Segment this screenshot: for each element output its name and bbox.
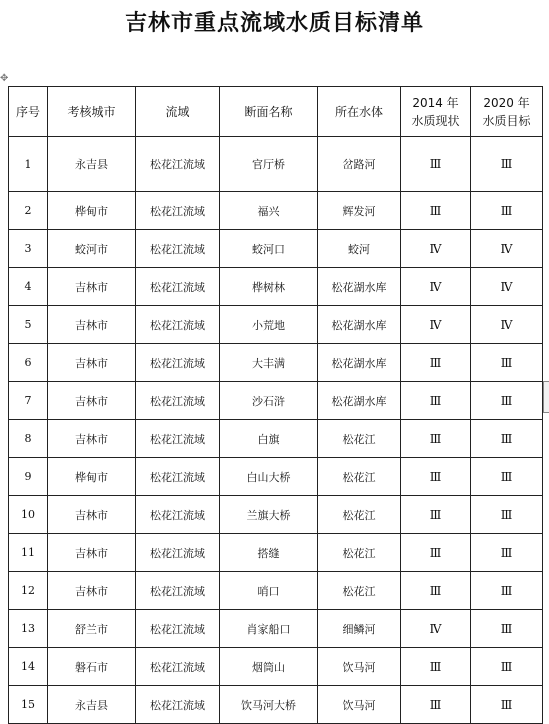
cell-target-2020: Ⅳ (471, 230, 543, 268)
cell-status-2014: Ⅲ (401, 382, 471, 420)
cell-city: 吉林市 (48, 268, 136, 306)
table-row (9, 420, 543, 458)
cell-basin: 松花江流域 (136, 572, 220, 610)
cell-target-2020: Ⅲ (471, 344, 543, 382)
cell-status-2014: Ⅲ (401, 534, 471, 572)
table-body (9, 137, 543, 724)
cell-status-2014: Ⅳ (401, 230, 471, 268)
cell-seq: 7 (9, 382, 48, 420)
cell-seq: 13 (9, 610, 48, 648)
cell-water-body: 松花江 (318, 458, 401, 496)
cell-status-2014: Ⅲ (401, 420, 471, 458)
cell-section: 白旗 (220, 420, 318, 458)
cell-status-2014: Ⅲ (401, 648, 471, 686)
table-row (9, 230, 543, 268)
cell-basin: 松花江流域 (136, 458, 220, 496)
header-basin: 流域 (136, 87, 220, 137)
cell-water-body: 辉发河 (318, 192, 401, 230)
cell-basin: 松花江流域 (136, 192, 220, 230)
cell-water-body: 松花湖水库 (318, 382, 401, 420)
cell-section: 桦树林 (220, 268, 318, 306)
cell-seq: 4 (9, 268, 48, 306)
header-status-2014 (401, 87, 471, 137)
cell-city: 吉林市 (48, 534, 136, 572)
cell-target-2020: Ⅳ (471, 306, 543, 344)
cell-water-body: 蛟河 (318, 230, 401, 268)
header-status-2014-year: 2014 年 (412, 95, 459, 110)
table-row (9, 496, 543, 534)
header-section-name: 断面名称 (220, 87, 318, 137)
cell-city: 吉林市 (48, 496, 136, 534)
header-city: 考核城市 (48, 87, 136, 137)
cell-seq: 6 (9, 344, 48, 382)
cell-section: 蛟河口 (220, 230, 318, 268)
water-quality-table (8, 86, 543, 724)
header-status-2014-label: 水质现状 (411, 113, 460, 128)
cell-water-body: 岔路河 (318, 137, 401, 192)
cell-target-2020: Ⅲ (471, 382, 543, 420)
cell-basin: 松花江流域 (136, 534, 220, 572)
table-row (9, 137, 543, 192)
table-row (9, 268, 543, 306)
cell-section: 饮马河大桥 (220, 686, 318, 724)
cell-seq: 5 (9, 306, 48, 344)
cell-section: 哨口 (220, 572, 318, 610)
cell-water-body: 松花江 (318, 496, 401, 534)
cell-water-body: 松花江 (318, 534, 401, 572)
cell-target-2020: Ⅲ (471, 572, 543, 610)
table-row (9, 610, 543, 648)
cell-city: 磐石市 (48, 648, 136, 686)
cell-water-body: 饮马河 (318, 686, 401, 724)
table-row (9, 686, 543, 724)
cell-seq: 3 (9, 230, 48, 268)
cell-water-body: 松花湖水库 (318, 306, 401, 344)
table-row (9, 534, 543, 572)
cell-seq: 8 (9, 420, 48, 458)
cell-city: 吉林市 (48, 382, 136, 420)
table-row (9, 344, 543, 382)
cell-target-2020: Ⅲ (471, 420, 543, 458)
cell-target-2020: Ⅲ (471, 610, 543, 648)
cell-basin: 松花江流域 (136, 420, 220, 458)
header-target-2020-label: 水质目标 (482, 113, 531, 128)
table-header-row (9, 87, 543, 137)
table-row (9, 572, 543, 610)
cell-seq: 14 (9, 648, 48, 686)
cell-status-2014: Ⅳ (401, 268, 471, 306)
cell-water-body: 松花湖水库 (318, 268, 401, 306)
cell-city: 吉林市 (48, 306, 136, 344)
cell-section: 福兴 (220, 192, 318, 230)
cell-section: 白山大桥 (220, 458, 318, 496)
cell-seq: 2 (9, 192, 48, 230)
cell-basin: 松花江流域 (136, 306, 220, 344)
cell-section: 搭缝 (220, 534, 318, 572)
table-row (9, 458, 543, 496)
cell-seq: 9 (9, 458, 48, 496)
cell-basin: 松花江流域 (136, 268, 220, 306)
cell-target-2020: Ⅳ (471, 268, 543, 306)
table-row (9, 382, 543, 420)
cell-city: 桦甸市 (48, 192, 136, 230)
cell-status-2014: Ⅲ (401, 496, 471, 534)
cell-target-2020: Ⅲ (471, 686, 543, 724)
table-move-handle-icon[interactable]: ✥ (0, 73, 9, 84)
cell-seq: 12 (9, 572, 48, 610)
cell-section: 小荒地 (220, 306, 318, 344)
cell-basin: 松花江流域 (136, 382, 220, 420)
cell-city: 吉林市 (48, 420, 136, 458)
cell-section: 烟筒山 (220, 648, 318, 686)
cell-seq: 10 (9, 496, 48, 534)
cell-status-2014: Ⅲ (401, 458, 471, 496)
cell-city: 永吉县 (48, 137, 136, 192)
cell-status-2014: Ⅲ (401, 344, 471, 382)
cell-city: 永吉县 (48, 686, 136, 724)
cell-section: 大丰满 (220, 344, 318, 382)
cell-target-2020: Ⅲ (471, 534, 543, 572)
resize-handle-icon[interactable] (543, 381, 549, 413)
cell-basin: 松花江流域 (136, 648, 220, 686)
cell-city: 蛟河市 (48, 230, 136, 268)
cell-status-2014: Ⅳ (401, 610, 471, 648)
cell-water-body: 细鳞河 (318, 610, 401, 648)
cell-status-2014: Ⅲ (401, 137, 471, 192)
cell-basin: 松花江流域 (136, 137, 220, 192)
cell-status-2014: Ⅲ (401, 686, 471, 724)
cell-section: 兰旗大桥 (220, 496, 318, 534)
table-row (9, 306, 543, 344)
cell-water-body: 饮马河 (318, 648, 401, 686)
cell-basin: 松花江流域 (136, 610, 220, 648)
cell-status-2014: Ⅲ (401, 192, 471, 230)
cell-city: 舒兰市 (48, 610, 136, 648)
cell-section: 沙石浒 (220, 382, 318, 420)
cell-target-2020: Ⅲ (471, 496, 543, 534)
cell-water-body: 松花江 (318, 420, 401, 458)
cell-target-2020: Ⅲ (471, 192, 543, 230)
cell-basin: 松花江流域 (136, 344, 220, 382)
header-target-2020-year: 2020 年 (483, 95, 530, 110)
page-title: 吉林市重点流域水质目标清单 (124, 11, 424, 36)
cell-seq: 15 (9, 686, 48, 724)
cell-target-2020: Ⅲ (471, 458, 543, 496)
cell-water-body: 松花江 (318, 572, 401, 610)
cell-city: 吉林市 (48, 572, 136, 610)
table-row (9, 648, 543, 686)
cell-status-2014: Ⅲ (401, 572, 471, 610)
cell-section: 官厅桥 (220, 137, 318, 192)
cell-target-2020: Ⅲ (471, 137, 543, 192)
cell-seq: 1 (9, 137, 48, 192)
cell-water-body: 松花湖水库 (318, 344, 401, 382)
cell-status-2014: Ⅳ (401, 306, 471, 344)
header-water-body: 所在水体 (318, 87, 401, 137)
cell-seq: 11 (9, 534, 48, 572)
cell-city: 桦甸市 (48, 458, 136, 496)
header-seq: 序号 (9, 87, 48, 137)
cell-basin: 松花江流域 (136, 686, 220, 724)
table-row (9, 192, 543, 230)
cell-city: 吉林市 (48, 344, 136, 382)
cell-basin: 松花江流域 (136, 496, 220, 534)
cell-target-2020: Ⅲ (471, 648, 543, 686)
cell-section: 肖家船口 (220, 610, 318, 648)
header-target-2020 (471, 87, 543, 137)
cell-basin: 松花江流域 (136, 230, 220, 268)
